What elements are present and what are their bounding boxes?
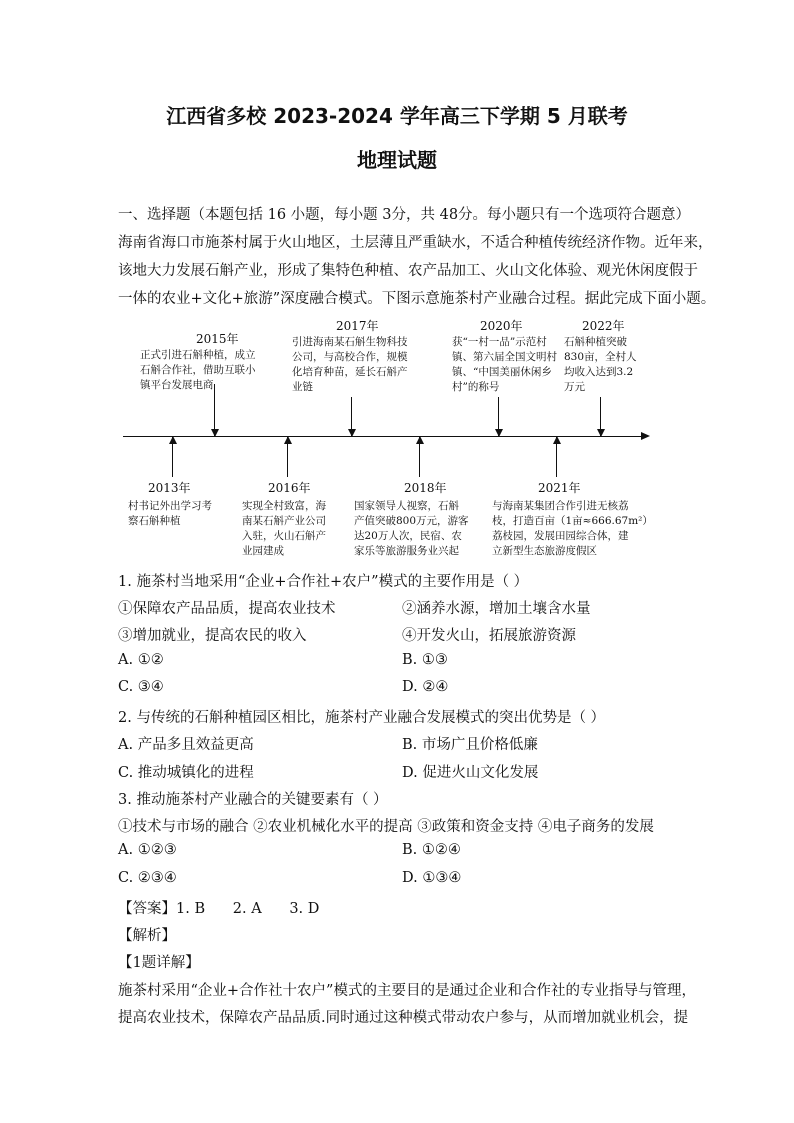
answer-label: 【答案】	[118, 901, 176, 917]
event-line: 镇平台发展电商	[140, 379, 214, 391]
answer-option-d: D. ①③④	[402, 870, 462, 886]
event-line: 石斛合作社，借助互联小	[140, 364, 256, 376]
intro-line: 一体的农业+文化+旅游”深度融合模式。下图示意施茶村产业融合过程。据此完成下面小题。	[118, 291, 716, 307]
timeline-event-2013	[128, 479, 248, 529]
event-line: 石斛种植突破	[564, 336, 627, 348]
event-year: 2022年	[582, 319, 625, 333]
event-line: 村”的称号	[452, 381, 500, 393]
arrow-down-icon	[214, 384, 215, 436]
arrow-down-icon	[498, 397, 499, 436]
arrow-down-icon	[351, 397, 352, 436]
question-stem: 1. 施茶村当地采用“企业+合作社+农户”模式的主要作用是（ ）	[118, 574, 529, 590]
question-items-line: ①技术与市场的融合 ②农业机械化水平的提高 ③政策和资金支持 ④电子商务的发展	[118, 819, 654, 835]
section-heading: 一、选择题（本题包括 16 小题，每小题 3分，共 48分。每小题只有一个选项符合题意）	[118, 207, 691, 223]
timeline-event-2017	[292, 317, 442, 395]
event-line: 830亩，全村人	[564, 351, 637, 363]
event-year: 2017年	[336, 319, 379, 333]
event-line: 化培育种苗，延长石斛产	[292, 366, 408, 378]
question-stem: 3. 推动施茶村产业融合的关键要素有（ ）	[118, 792, 388, 808]
intro-line: 海南省海口市施茶村属于火山地区，土层薄且严重缺水，不适合种植传统经济作物。近年来，	[118, 235, 713, 251]
answer-option-d: D. 促进火山文化发展	[402, 765, 539, 781]
intro-line: 该地大力发展石斛产业，形成了集特色种植、农产品加工、火山文化体验、观光休闲度假于	[118, 263, 698, 279]
timeline-axis	[123, 436, 643, 437]
answer-option-d: D. ②④	[402, 679, 449, 695]
detail-line: 提高农业技术，保障农产品品质.同时通过这种模式带动农户参与，从而增加就业机会，提	[118, 1010, 689, 1026]
answer-option-a: A. ①②	[118, 652, 164, 668]
event-line: 万元	[564, 381, 585, 393]
detail-line: 施茶村采用“企业+合作社十农户”模式的主要目的是通过企业和合作社的专业指导与管理，	[118, 983, 696, 999]
timeline-event-2015	[140, 330, 290, 393]
event-line: 入驻，火山石斛产	[242, 530, 326, 542]
event-line: 实现全村致富，海	[242, 500, 326, 512]
question-stem: 2. 与传统的石斛种植园区相比，施茶村产业融合发展模式的突出优势是（ ）	[118, 710, 606, 726]
answer-option-c: C. 推动城镇化的进程	[118, 765, 254, 781]
event-year: 2016年	[268, 481, 311, 495]
arrow-up-icon	[556, 437, 557, 477]
answer-option-b: B. ①③	[402, 652, 448, 668]
question-item: ②涵养水源，增加土壤含水量	[402, 601, 591, 617]
event-line: 南某石斛产业公司	[242, 515, 326, 527]
event-line: 达20万人次，民宿、农	[354, 530, 462, 542]
answer-option-a: A. ①②③	[118, 842, 177, 858]
timeline-event-2021	[492, 479, 667, 559]
event-line: 正式引进石斛种植，成立	[140, 349, 256, 361]
event-line: 村书记外出学习考	[128, 500, 212, 512]
page-subtitle: 地理试题	[357, 148, 437, 172]
arrow-down-icon	[600, 397, 601, 436]
answer-option-b: B. 市场广且价格低廉	[402, 737, 538, 753]
detail-label: 【1题详解】	[118, 955, 200, 971]
analysis-label: 【解析】	[118, 928, 176, 944]
timeline-event-2016	[242, 479, 362, 559]
event-line: 业园建成	[242, 545, 284, 557]
event-line: 与海南某集团合作引进无核荔	[492, 500, 629, 512]
answer-values: 1. B 2. A 3. D	[176, 901, 320, 917]
event-line: 公司，与高校合作，规模	[292, 351, 408, 363]
event-line: 荔枝园，发展田园综合体，建	[492, 530, 629, 542]
event-line: 产值突破800万元，游客	[354, 515, 469, 527]
axis-arrow-icon	[641, 432, 650, 440]
arrow-up-icon	[172, 437, 173, 477]
event-line: 镇、第六届全国文明村	[452, 351, 557, 363]
event-line: 枝，打造百亩（1亩≈666.67m²）	[492, 515, 653, 527]
event-line: 家乐等旅游服务业兴起	[354, 545, 459, 557]
question-item: ④开发火山，拓展旅游资源	[402, 628, 576, 644]
event-line: 均收入达到3.2	[564, 366, 634, 378]
answer-option-b: B. ①②④	[402, 842, 461, 858]
arrow-up-icon	[287, 437, 288, 477]
event-year: 2018年	[404, 481, 447, 495]
answer-option-c: C. ③④	[118, 679, 164, 695]
event-line: 立新型生态旅游度假区	[492, 545, 597, 557]
answer-line	[118, 897, 319, 918]
event-year: 2013年	[148, 481, 191, 495]
question-item: ③增加就业，提高农民的收入	[118, 628, 307, 644]
event-line: 镇、“中国美丽休闲乡	[452, 366, 552, 378]
event-year: 2015年	[196, 332, 239, 346]
event-line: 获“一村一品”示范村	[452, 336, 547, 348]
event-year: 2020年	[480, 319, 523, 333]
page-title: 江西省多校 2023-2024 学年高三下学期 5 月联考	[166, 104, 628, 128]
event-line: 察石斛种植	[128, 515, 181, 527]
timeline-event-2022	[564, 317, 664, 395]
event-line: 国家领导人视察，石斛	[354, 500, 459, 512]
question-item: ①保障农产品品质，提高农业技术	[118, 601, 336, 617]
timeline-event-2018	[354, 479, 484, 559]
answer-option-c: C. ②③④	[118, 870, 177, 886]
event-year: 2021年	[538, 481, 581, 495]
event-line: 引进海南某石斛生物科技	[292, 336, 408, 348]
event-line: 业链	[292, 381, 313, 393]
arrow-up-icon	[419, 437, 420, 477]
answer-option-a: A. 产品多且效益更高	[118, 737, 254, 753]
